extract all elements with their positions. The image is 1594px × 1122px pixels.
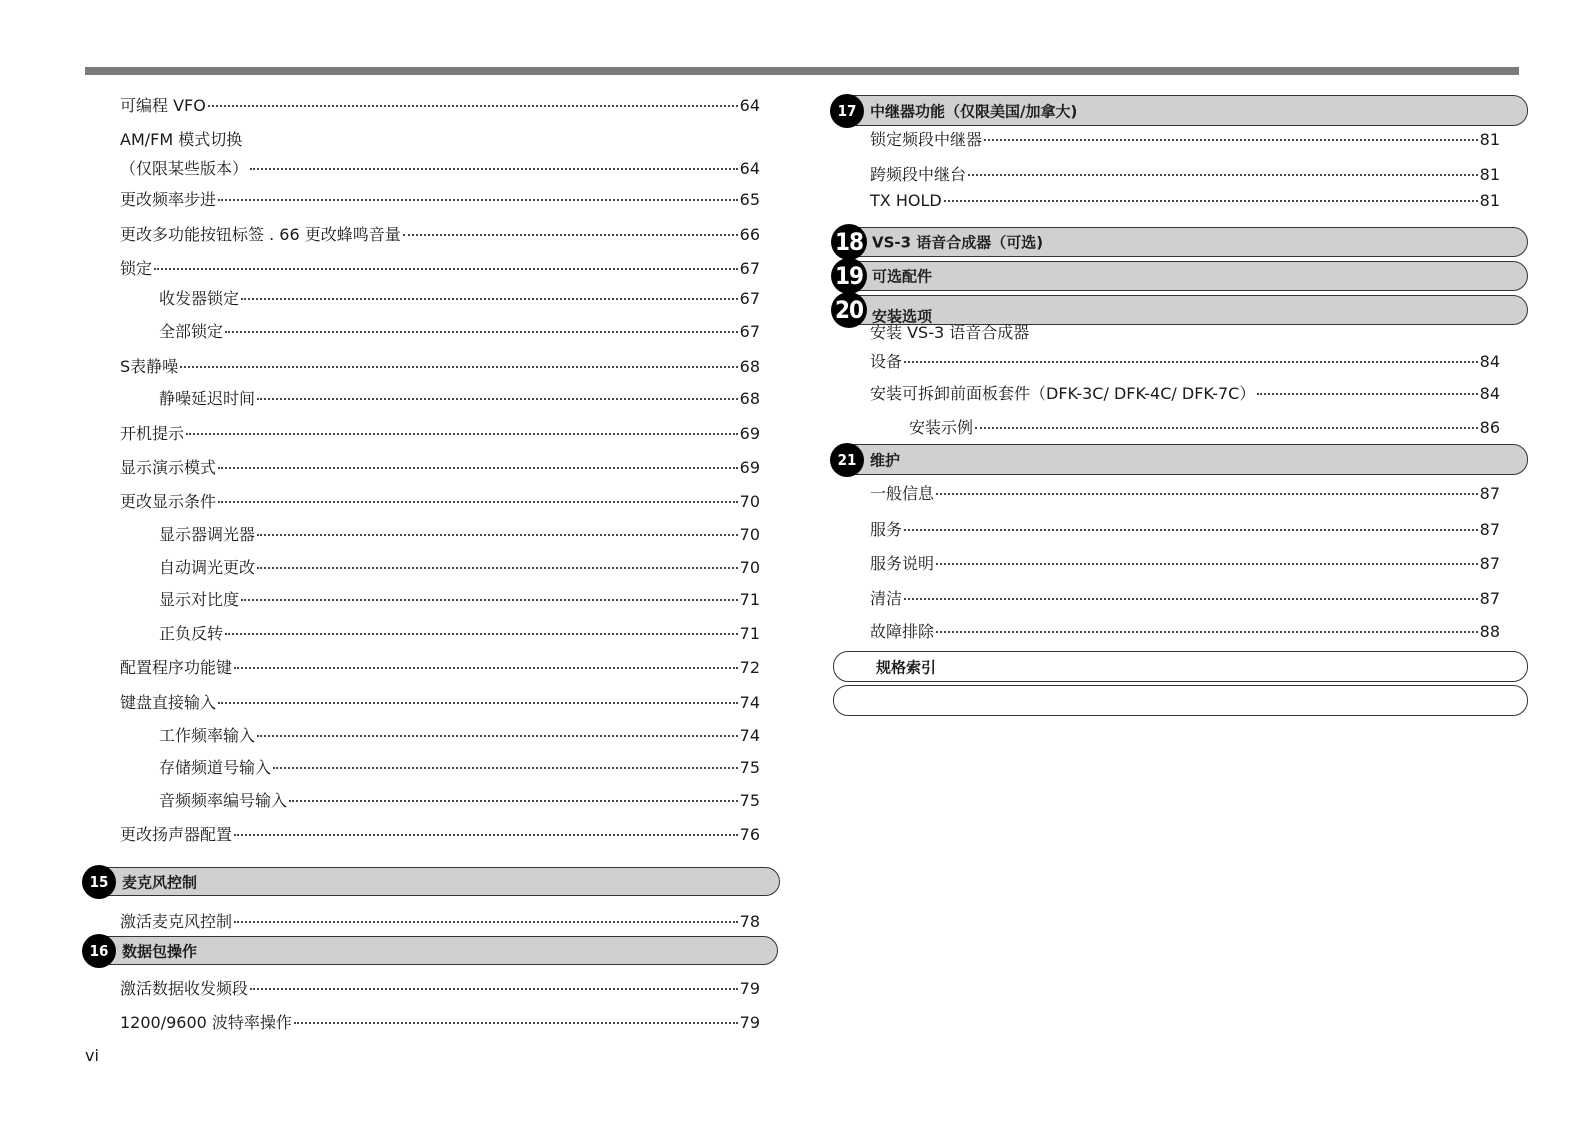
chapter-title: 可选配件 (872, 267, 933, 286)
toc-entry-page: 84 (1479, 384, 1500, 403)
toc-entry-page: 69 (739, 458, 760, 477)
toc-entry-page: 71 (739, 624, 760, 643)
toc-entry-title: 全部锁定 (159, 322, 224, 341)
toc-entry-page: 87 (1479, 484, 1500, 503)
toc-entry-page: 68 (739, 389, 760, 408)
toc-entry-title: 安装可拆卸前面板套件（DFK-3C/ DFK-4C/ DFK-7C） (870, 384, 1256, 403)
toc-entry[interactable] (870, 165, 1500, 185)
toc-entry-page: 75 (739, 791, 760, 810)
toc-entry-title: 更改显示条件 (120, 492, 217, 511)
toc-entry-page: 81 (1479, 191, 1500, 210)
toc-entry-title: 激活麦克风控制 (120, 912, 233, 931)
dot-leader (936, 562, 1478, 565)
dot-leader (1257, 392, 1477, 395)
toc-entry-title: 键盘直接输入 (120, 693, 217, 712)
toc-entry-title: TX HOLD (870, 191, 942, 210)
toc-entry[interactable] (870, 323, 1500, 343)
toc-entry[interactable] (870, 130, 1500, 150)
chapter-bar-spec-index[interactable] (833, 651, 1528, 682)
toc-entry-title: 安装示例 (909, 418, 974, 437)
toc-entry-title: 服务说明 (870, 554, 935, 573)
chapter-title: 数据包操作 (122, 942, 198, 960)
chapter-number-badge: 18 (831, 224, 867, 260)
toc-entry-page: 65 (739, 190, 760, 209)
chapter-title: 安装选项 (872, 307, 933, 326)
toc-entry-title: 静噪延迟时间 (159, 389, 256, 408)
chapter-number-badge: 21 (830, 443, 864, 477)
toc-entry[interactable] (870, 191, 1500, 211)
toc-entry-title: 锁定频段中继器 (870, 130, 983, 149)
toc-entry-title: 工作频率输入 (159, 726, 256, 745)
dot-leader (968, 173, 1478, 176)
toc-entry-page: 67 (739, 289, 760, 308)
toc-entry-title: 跨频段中继台 (870, 165, 967, 184)
dot-leader (936, 492, 1478, 495)
toc-entry-page: 81 (1479, 130, 1500, 149)
toc-entry-page: 74 (739, 693, 760, 712)
toc-entry-page: 84 (1479, 352, 1500, 371)
chapter-bar-17[interactable] (833, 95, 1528, 126)
chapter-bar-empty (833, 685, 1528, 716)
toc-entry-page: 87 (1479, 520, 1500, 539)
toc-entry-page: 78 (739, 912, 760, 931)
page-number: vi (85, 1046, 99, 1065)
chapter-bar-19[interactable] (833, 261, 1528, 291)
toc-entry-page: 75 (739, 758, 760, 777)
chapter-title: 规格索引 (876, 658, 937, 676)
toc-entry-title: 设备 (870, 352, 903, 371)
toc-entry-page: 71 (739, 590, 760, 609)
chapter-number-badge: 17 (830, 94, 864, 128)
toc-entry-page: 87 (1479, 554, 1500, 573)
toc-entry-page: 68 (739, 357, 760, 376)
toc-entry-page: 64 (739, 96, 760, 115)
toc-entry-page: 86 (1479, 418, 1500, 437)
toc-entry-page: 69 (739, 424, 760, 443)
toc-entry-page: 67 (739, 322, 760, 341)
toc-entry-title: 故障排除 (870, 622, 935, 641)
toc-entry-page: 64 (739, 159, 760, 178)
toc-entry-title: 自动调光更改 (159, 558, 256, 577)
toc-entry-title: 更改多功能按钮标签 . 66 更改蜂鸣音量 (120, 225, 401, 244)
chapter-title: 麦克风控制 (122, 873, 198, 891)
toc-entry[interactable] (870, 484, 1500, 504)
toc-entry-page: 67 (739, 259, 760, 278)
toc-entry[interactable] (870, 622, 1500, 642)
toc-entry-title: 显示对比度 (159, 590, 240, 609)
toc-entry-page: 72 (739, 658, 760, 677)
toc-entry-title: 显示器调光器 (159, 525, 256, 544)
toc-entry-page: 66 (739, 225, 760, 244)
toc-entry-page: 87 (1479, 589, 1500, 608)
toc-entry-title: AM/FM 模式切换 (120, 130, 243, 149)
toc-entry-title: 收发器锁定 (159, 289, 240, 308)
dot-leader (984, 138, 1478, 141)
dot-leader (904, 528, 1478, 531)
toc-entry-title: 正负反转 (159, 624, 224, 643)
toc-entry[interactable] (909, 418, 1500, 438)
toc-entry-page: 76 (739, 825, 760, 844)
toc-entry-title: 清洁 (870, 589, 903, 608)
toc-entry-title: （仅限某些版本） (120, 159, 249, 178)
toc-entry-title: 激活数据收发频段 (120, 979, 249, 998)
chapter-title: VS-3 语音合成器（可选) (872, 233, 1044, 252)
toc-entry-title: 配置程序功能键 (120, 658, 233, 677)
toc-entry-title: S表静噪 (120, 357, 179, 376)
chapter-title: 中继器功能（仅限美国/加拿大) (870, 102, 1078, 120)
chapter-title: 维护 (870, 451, 901, 469)
toc-entry-title: 音频频率编号输入 (159, 791, 288, 810)
toc-entry[interactable] (870, 520, 1500, 540)
toc-entry[interactable] (870, 589, 1500, 609)
toc-entry-title: 更改扬声器配置 (120, 825, 233, 844)
toc-entry-title: 显示演示模式 (120, 458, 217, 477)
chapter-bar-20[interactable] (833, 295, 1528, 325)
toc-entry-page: 70 (739, 558, 760, 577)
toc-entry-title: 安装 VS-3 语音合成器 (870, 323, 1030, 342)
toc-entry-title: 更改频率步进 (120, 190, 217, 209)
chapter-number-badge: 15 (82, 865, 116, 899)
dot-leader (944, 199, 1478, 202)
toc-entry-page: 74 (739, 726, 760, 745)
toc-entry[interactable] (870, 352, 1500, 372)
toc-entry-title: 一般信息 (870, 484, 935, 503)
chapter-bar-18[interactable] (833, 227, 1528, 257)
toc-entry-page: 88 (1479, 622, 1500, 641)
toc-entry[interactable] (870, 384, 1500, 404)
toc-entry-title: 锁定 (120, 259, 153, 278)
toc-entry-title: 可编程 VFO (120, 96, 206, 115)
chapter-bar-21[interactable] (833, 444, 1528, 475)
dot-leader (936, 630, 1478, 633)
chapter-number-badge: 20 (831, 292, 867, 328)
toc-entry-page: 70 (739, 525, 760, 544)
dot-leader (975, 426, 1478, 429)
toc-entry-page: 70 (739, 492, 760, 511)
toc-entry-page: 79 (739, 1013, 760, 1032)
toc-entry[interactable] (870, 554, 1500, 574)
dot-leader (904, 597, 1478, 600)
toc-entry-page: 81 (1479, 165, 1500, 184)
chapter-number-badge: 19 (831, 258, 867, 294)
toc-entry-title: 服务 (870, 520, 903, 539)
toc-entry-title: 存储频道号输入 (159, 758, 272, 777)
dot-leader (904, 360, 1478, 363)
toc-entry-title: 开机提示 (120, 424, 185, 443)
toc-entry-page: 79 (739, 979, 760, 998)
toc-entry-title: 1200/9600 波特率操作 (120, 1013, 292, 1032)
chapter-number-badge: 16 (82, 934, 116, 968)
